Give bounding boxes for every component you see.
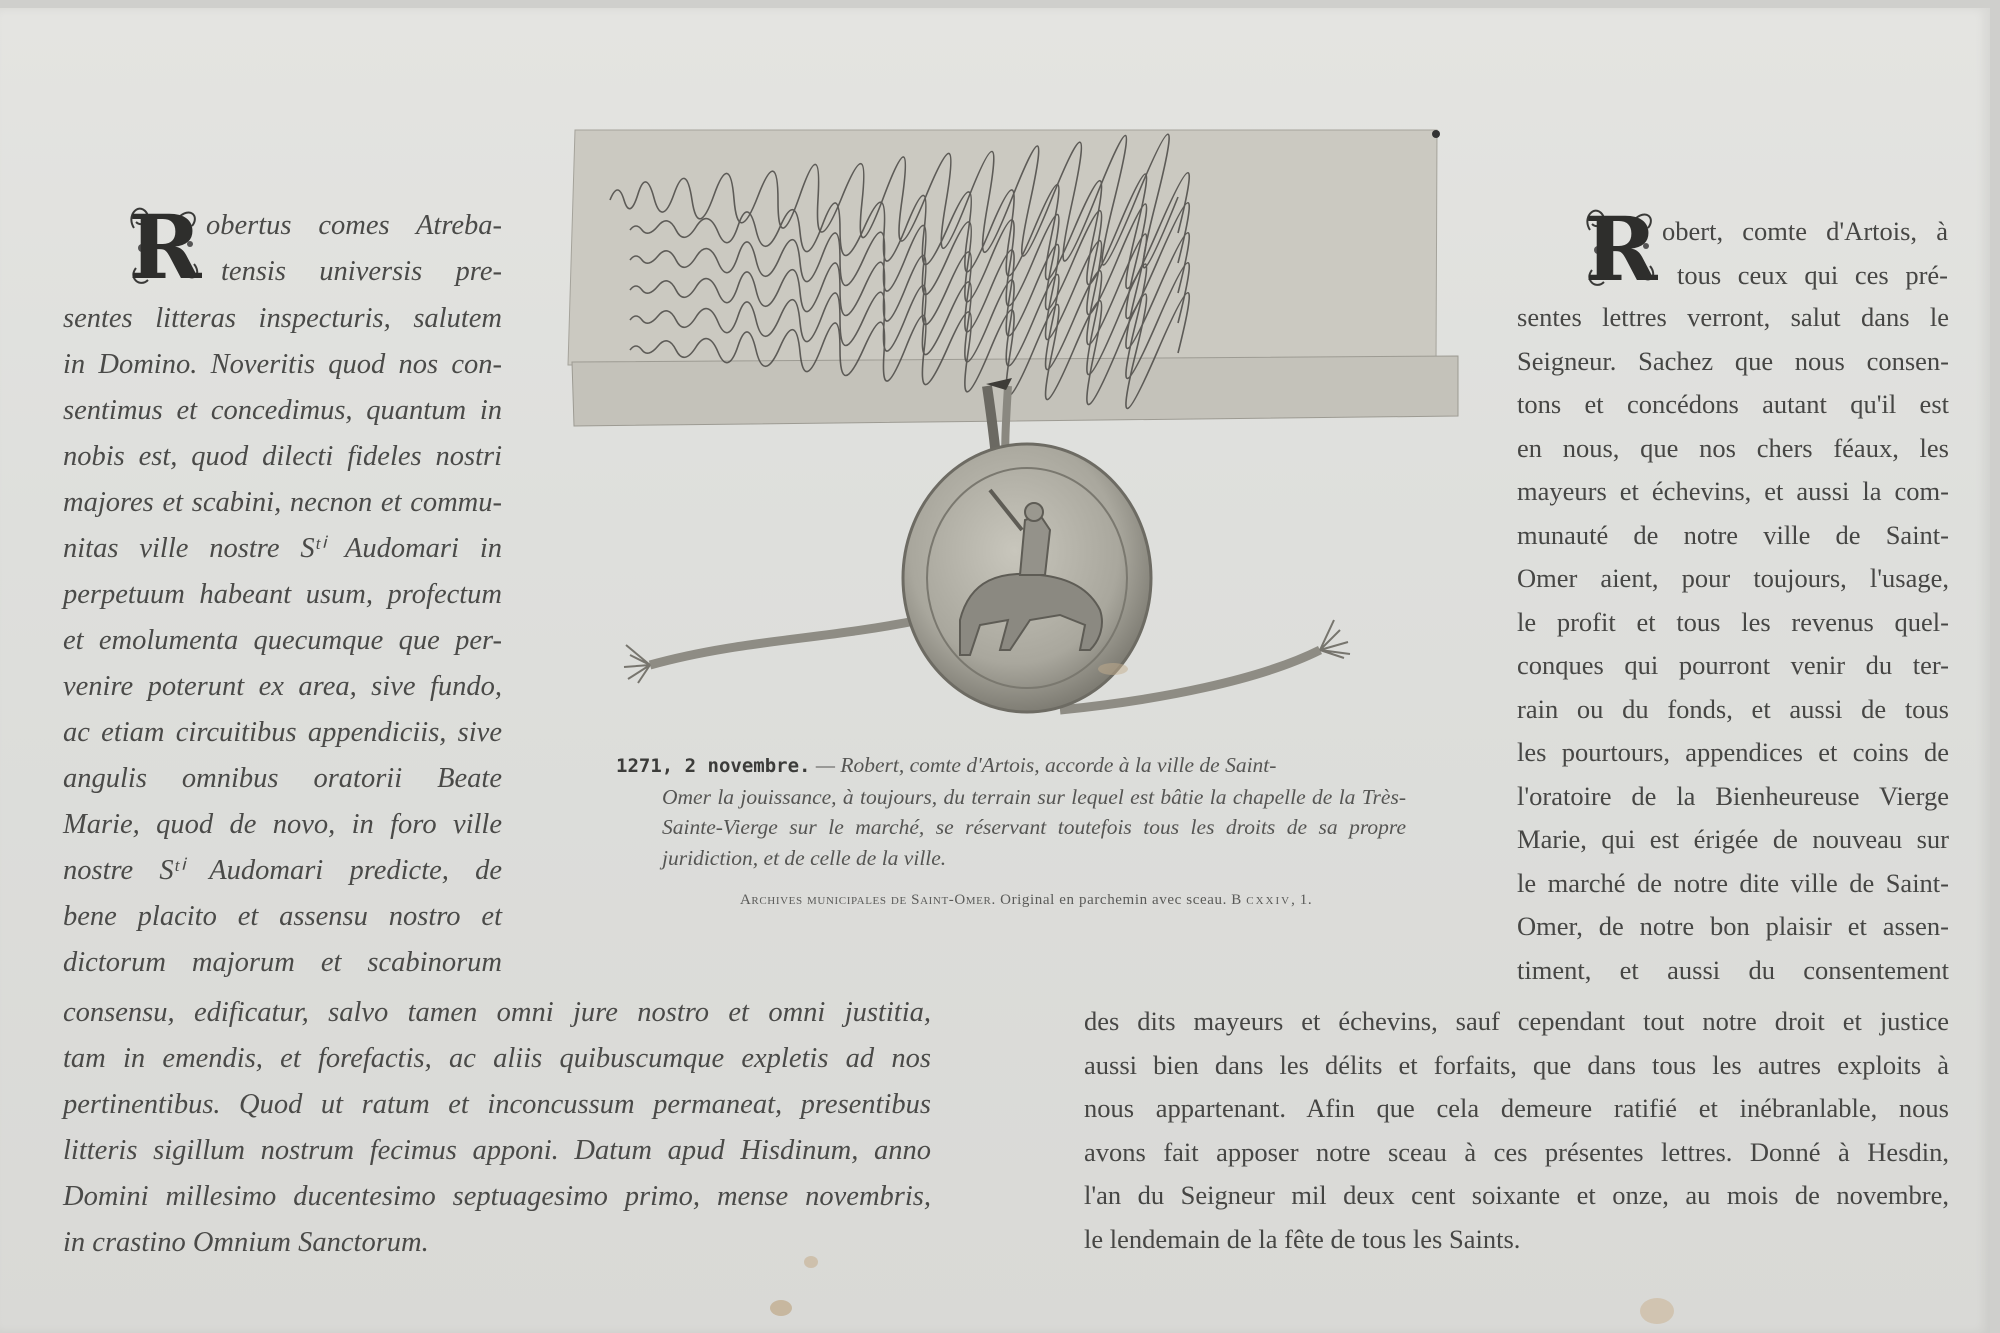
book-page bbox=[0, 8, 1990, 1333]
french-line: aussi bien dans les délits et forfaits, que dans tous les autres exploits à bbox=[1084, 1049, 1949, 1080]
french-wide-column bbox=[1084, 1000, 1949, 1261]
french-line: l'oratoire de la Bienheureuse Vierge bbox=[1517, 780, 1949, 811]
french-line: les pourtours, appendices et coins de bbox=[1517, 737, 1949, 767]
figure-source bbox=[740, 892, 1460, 909]
latin-line: Marie, quod de novo, in foro ville bbox=[63, 809, 502, 840]
french-line: sentes lettres verront, salut dans le bbox=[1517, 302, 1949, 332]
latin-line: litteris sigillum nostrum fecimus apponi. Datum apud Hisdinum, anno bbox=[63, 1135, 931, 1166]
source-archive: Archives municipales de Saint-Omer bbox=[740, 892, 992, 908]
latin-line: angulis omnibus oratorii Beate bbox=[63, 763, 502, 794]
latin-narrow-column bbox=[63, 296, 502, 986]
french-line: Omer aient, pour toujours, l'usage, bbox=[1517, 563, 1949, 593]
latin-line: nobis est, quod dilecti fideles nostri bbox=[63, 441, 502, 472]
french-line: avons fait apposer notre sceau à ces présentes lettres. Donné à Hesdin, bbox=[1084, 1136, 1949, 1167]
latin-line: obertus comes Atreba- bbox=[206, 210, 502, 241]
latin-line: dictorum majorum et scabinorum bbox=[63, 947, 502, 978]
french-line: des dits mayeurs et échevins, sauf cependant tout notre droit et justice bbox=[1084, 1006, 1949, 1036]
caption-dash: — bbox=[810, 753, 841, 777]
latin-line: nostre Sᵗⁱ Audomari predicte, de bbox=[63, 855, 502, 886]
french-line: tons et concédons autant qu'il est bbox=[1517, 389, 1949, 419]
latin-line: consensu, edificatur, salvo tamen omni jure nostro et omni justitia, bbox=[63, 997, 931, 1028]
latin-line: bene placito et assensu nostro et bbox=[63, 901, 502, 932]
charter-with-seal-image bbox=[560, 120, 1470, 730]
latin-line: pertinentibus. Quod ut ratum et inconcussum permaneat, presentibus bbox=[63, 1089, 931, 1120]
latin-wide-column bbox=[63, 990, 931, 1266]
french-line: le profit et tous les revenus quel- bbox=[1517, 606, 1949, 637]
french-drop-cap-letter: R bbox=[1584, 200, 1658, 290]
french-line: mayeurs et échevins, et aussi la com- bbox=[1517, 476, 1949, 506]
french-line: tous ceux qui ces pré- bbox=[1677, 259, 1948, 290]
source-ref: cxxiv bbox=[1246, 892, 1292, 908]
latin-line: tam in emendis, et forefactis, ac aliis quibuscumque expletis ad nos bbox=[63, 1043, 931, 1074]
foxing-spot bbox=[804, 1256, 818, 1268]
foxing-spot bbox=[1640, 1298, 1674, 1324]
caption-rest: Omer la jouissance, à toujours, du terrain sur lequel est bâtie la chapelle de la Très-Sainte-Vierge sur le marché, se réservant toutefois tous les droits de sa propre juridiction, et de celle de la ville. bbox=[662, 784, 1406, 870]
foxing-spot bbox=[1098, 663, 1128, 675]
latin-line: perpetuum habeant usum, profectum bbox=[63, 579, 502, 610]
french-line: en nous, que nos chers féaux, les bbox=[1517, 432, 1949, 463]
french-line: timent, et aussi du consentement bbox=[1517, 954, 1949, 985]
french-drop-cap-ornament bbox=[1584, 200, 1658, 290]
latin-line: venire poterunt ex area, sive fundo, bbox=[63, 671, 502, 702]
french-line: le marché de notre dite ville de Saint- bbox=[1517, 867, 1949, 898]
latin-line: nitas ville nostre Sᵗⁱ Audomari in bbox=[63, 533, 502, 564]
source-end: , 1. bbox=[1291, 892, 1313, 908]
latin-line: tensis universis pre- bbox=[221, 256, 502, 287]
french-line: munauté de notre ville de Saint- bbox=[1517, 519, 1949, 550]
latin-line: in Domino. Noveritis quod nos con- bbox=[63, 349, 502, 380]
foxing-spot bbox=[770, 1300, 792, 1316]
latin-intro bbox=[206, 203, 502, 295]
latin-line: in crastino Omnium Sanctorum. bbox=[63, 1227, 429, 1258]
latin-line: Domini millesimo ducentesimo septuagesimo primo, mense novembris, bbox=[63, 1181, 931, 1212]
french-line: conques qui pourront venir du ter- bbox=[1517, 650, 1949, 680]
source-desc: . Original en parchemin avec sceau. B bbox=[991, 892, 1242, 908]
french-line: Omer, de notre bon plaisir et assen- bbox=[1517, 911, 1949, 941]
latin-line: sentes litteras inspecturis, salutem bbox=[63, 303, 502, 334]
latin-line: ac etiam circuitibus appendiciis, sive bbox=[63, 717, 502, 748]
french-line: nous appartenant. Afin que cela demeure ratifié et inébranlable, nous bbox=[1084, 1093, 1949, 1123]
french-narrow-column bbox=[1517, 296, 1949, 992]
french-line: rain ou du fonds, et aussi de tous bbox=[1517, 693, 1949, 724]
latin-line: sentimus et concedimus, quantum in bbox=[63, 395, 502, 426]
figure-caption bbox=[616, 750, 1406, 873]
caption-first-line: Robert, comte d'Artois, accorde à la ville de Saint- bbox=[840, 753, 1277, 777]
latin-line: et emolumenta quecumque que per- bbox=[63, 625, 502, 656]
caption-date: 1271, 2 novembre. bbox=[616, 755, 811, 777]
french-intro bbox=[1662, 210, 1948, 297]
french-line: le lendemain de la fête de tous les Saints. bbox=[1084, 1223, 1521, 1254]
latin-line: majores et scabini, necnon et commu- bbox=[63, 487, 502, 518]
french-line: l'an du Seigneur mil deux cent soixante et onze, au mois de novembre, bbox=[1084, 1180, 1949, 1210]
latin-drop-cap-ornament bbox=[128, 198, 202, 288]
french-line: Marie, qui est érigée de nouveau sur bbox=[1517, 824, 1949, 854]
latin-drop-cap-letter: R bbox=[128, 198, 202, 288]
french-line: obert, comte d'Artois, à bbox=[1662, 216, 1948, 246]
french-line: Seigneur. Sachez que nous consen- bbox=[1517, 345, 1949, 376]
